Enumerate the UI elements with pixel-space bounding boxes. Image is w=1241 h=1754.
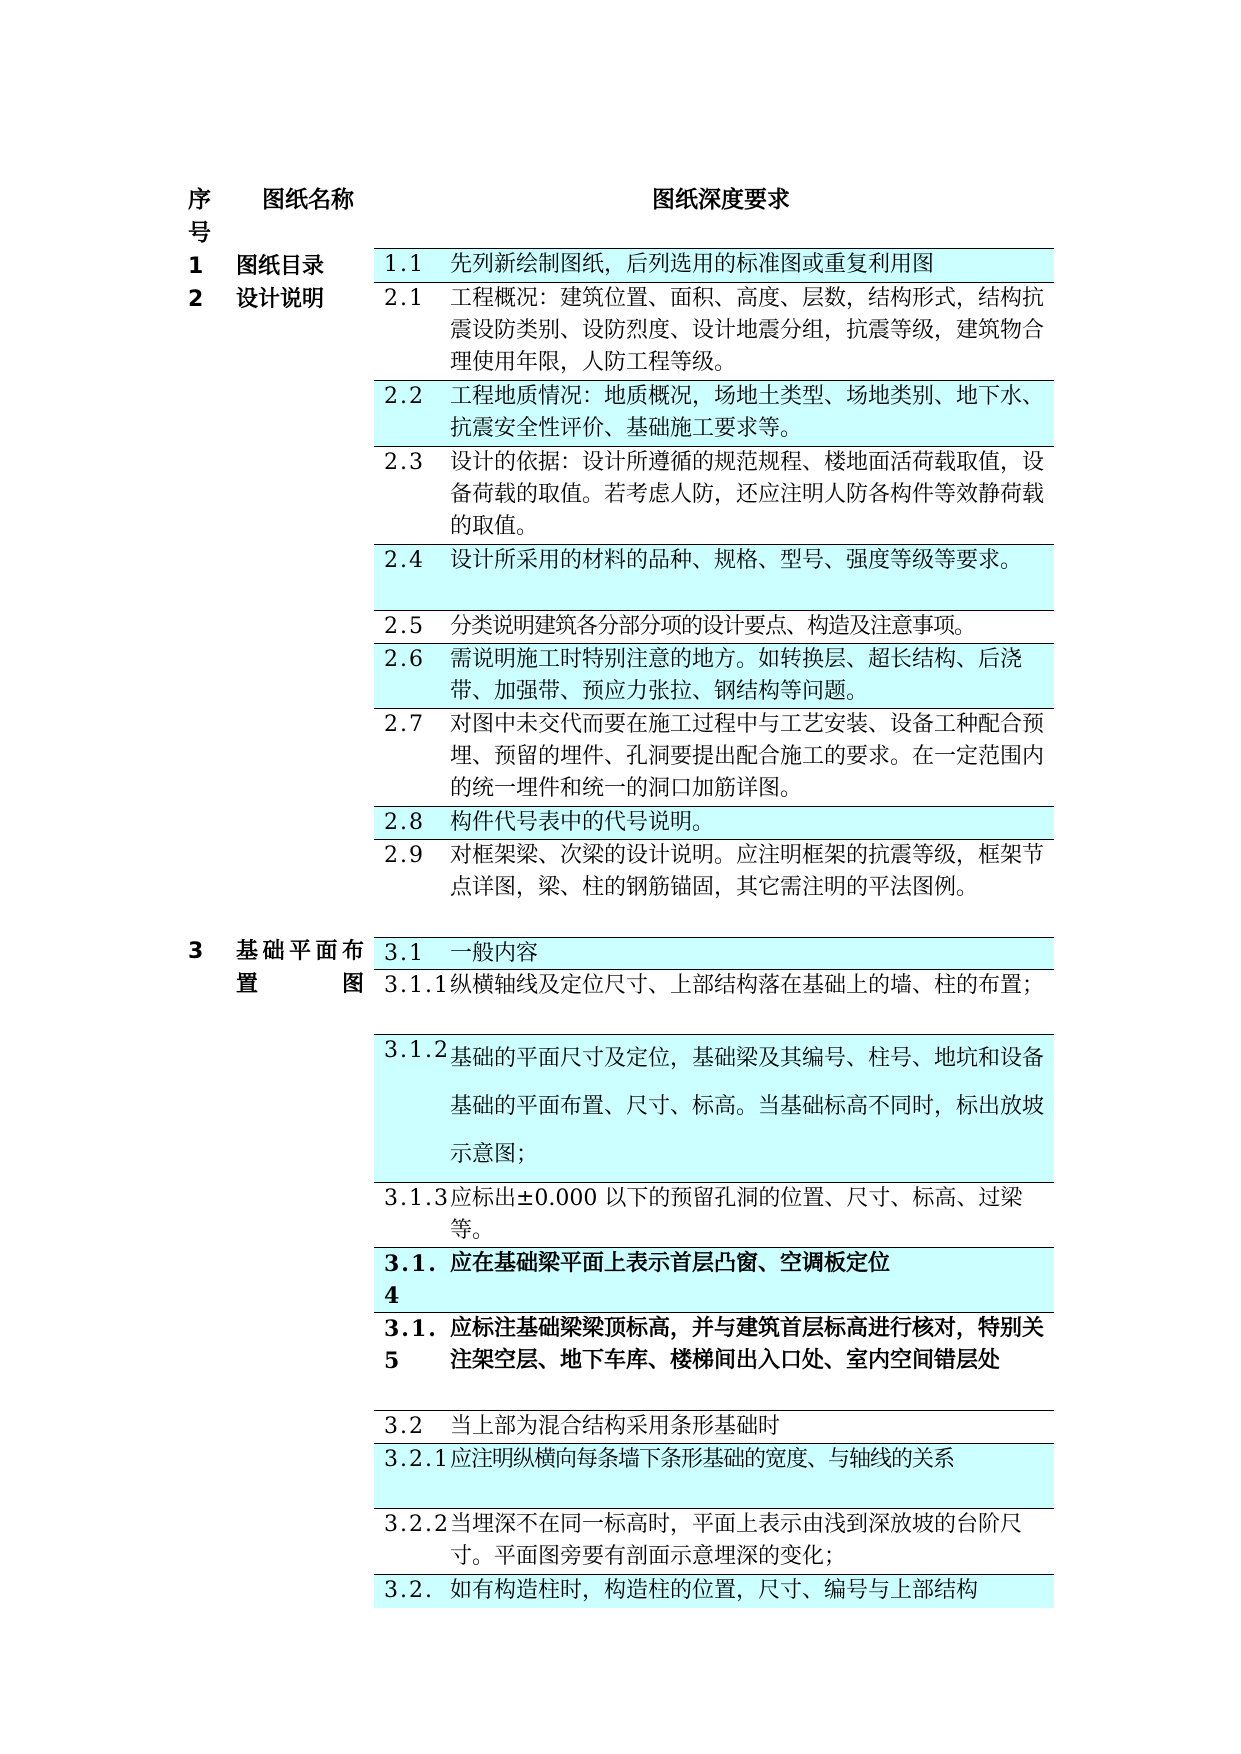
- item-number: 3.1.1: [384, 973, 450, 998]
- table-row: [374, 1182, 1054, 1247]
- table-row: [374, 446, 1054, 544]
- item-text: 需说明施工时特别注意的地方。如转换层、超长结构、后浇带、加强带、预应力张拉、钢结构等问题。: [450, 647, 1023, 704]
- table-row: [374, 248, 1054, 282]
- item-number: 2.7: [384, 712, 425, 737]
- item-text: 如有构造柱时，构造柱的位置，尺寸、编号与上部结构: [450, 1578, 979, 1603]
- item-number: 2.1: [384, 286, 425, 311]
- table-row: [374, 937, 1054, 969]
- section-1-name: 图纸目录: [236, 254, 325, 279]
- table-row: [374, 1443, 1054, 1508]
- table-row: [374, 969, 1054, 1034]
- table-row: [374, 610, 1054, 643]
- section-2-name: 设计说明: [236, 287, 325, 312]
- item-text: 设计的依据：设计所遵循的规范规程、楼地面活荷载取值，设备荷载的取值。若考虑人防，还应注明人防各构件等效静荷载的取值。: [450, 450, 1045, 539]
- item-text: 应标出±0.000 以下的预留孔洞的位置、尺寸、标高、过梁等。: [450, 1186, 1023, 1243]
- item-number: 3.2.1: [384, 1447, 450, 1472]
- item-number: 1.1: [384, 252, 425, 277]
- item-text: 构件代号表中的代号说明。: [450, 810, 715, 835]
- item-number: 2.4: [384, 548, 425, 573]
- item-text: 应注明纵横向每条墙下条形基础的宽度、与轴线的关系: [450, 1447, 955, 1472]
- section-3-name: 基础平面布置图: [236, 939, 364, 997]
- item-text: 应标注基础梁梁顶标高，并与建筑首层标高进行核对，特别关注架空层、地下车库、楼梯间出入口处、室内空间错层处: [450, 1316, 1045, 1373]
- item-number: 3.2: [384, 1414, 425, 1439]
- item-text: 基础的平面尺寸及定位，基础梁及其编号、柱号、地坑和设备基础的平面布置、尺寸、标高。当基础标高不同时，标出放坡示意图；: [450, 1046, 1045, 1167]
- header-requirements: 图纸深度要求: [652, 187, 790, 213]
- item-text: 工程概况：建筑位置、面积、高度、层数，结构形式，结构抗震设防类别、设防烈度、设计地震分组，抗震等级，建筑物合理使用年限，人防工程等级。: [450, 286, 1045, 375]
- item-number: 3.1: [384, 941, 425, 966]
- table-row: [374, 1410, 1054, 1443]
- item-text: 先列新绘制图纸，后列选用的标准图或重复利用图: [450, 252, 935, 277]
- table-row: [374, 839, 1054, 937]
- item-number: 3.1.2: [384, 1038, 450, 1063]
- item-number: 2.3: [384, 450, 425, 475]
- table-row: [374, 1247, 1054, 1312]
- table-row: [374, 708, 1054, 806]
- item-number: 2.6: [384, 647, 425, 672]
- item-number: 2.9: [384, 843, 425, 868]
- item-text: 应在基础梁平面上表示首层凸窗、空调板定位: [450, 1251, 891, 1276]
- item-text: 对图中未交代而要在施工过程中与工艺安装、设备工种配合预埋、预留的埋件、孔洞要提出配合施工的要求。在一定范围内的统一埋件和统一的洞口加筋详图。: [450, 712, 1045, 801]
- item-text: 分类说明建筑各分部分项的设计要点、构造及注意事项。: [450, 614, 976, 639]
- section-2-number: 2: [188, 287, 204, 312]
- item-text: 当上部为混合结构采用条形基础时: [450, 1414, 781, 1439]
- table-row: [374, 544, 1054, 610]
- table-row: [374, 380, 1054, 446]
- requirements-table: [374, 248, 1054, 1608]
- table-row: [374, 1574, 1054, 1608]
- item-text: 对框架梁、次梁的设计说明。应注明框架的抗震等级，框架节点详图，梁、柱的钢筋锚固，其它需注明的平法图例。: [450, 843, 1045, 900]
- item-number: 2.5: [384, 614, 425, 639]
- item-text: 纵横轴线及定位尺寸、上部结构落在基础上的墙、柱的布置；: [450, 973, 1045, 998]
- item-number: 3.2.: [384, 1578, 434, 1603]
- item-text: 当埋深不在同一标高时，平面上表示由浅到深放坡的台阶尺寸。平面图旁要有剖面示意埋深的变化；: [450, 1512, 1023, 1569]
- item-text: 工程地质情况：地质概况，场地土类型、场地类别、地下水、抗震安全性评价、基础施工要求等。: [450, 384, 1045, 441]
- table-row: [374, 1508, 1054, 1574]
- item-number: 3.1.4: [384, 1251, 438, 1309]
- item-number: 3.1.5: [384, 1316, 438, 1374]
- table-row: [374, 806, 1054, 839]
- header-name: 图纸名称: [262, 187, 354, 213]
- item-number: 3.2.2: [384, 1512, 450, 1537]
- table-row: [374, 1312, 1054, 1410]
- item-number: 2.2: [384, 384, 425, 409]
- table-row: [374, 643, 1054, 708]
- table-row: [374, 1034, 1054, 1182]
- table-row: [374, 282, 1054, 380]
- item-number: 2.8: [384, 810, 425, 835]
- item-text: 一般内容: [450, 941, 539, 966]
- section-1-number: 1: [188, 254, 204, 279]
- section-3-number: 3: [188, 939, 204, 964]
- header-seq: 序号: [188, 187, 211, 246]
- item-number: 3.1.3: [384, 1186, 450, 1211]
- item-text: 设计所采用的材料的品种、规格、型号、强度等级等要求。: [450, 548, 1023, 573]
